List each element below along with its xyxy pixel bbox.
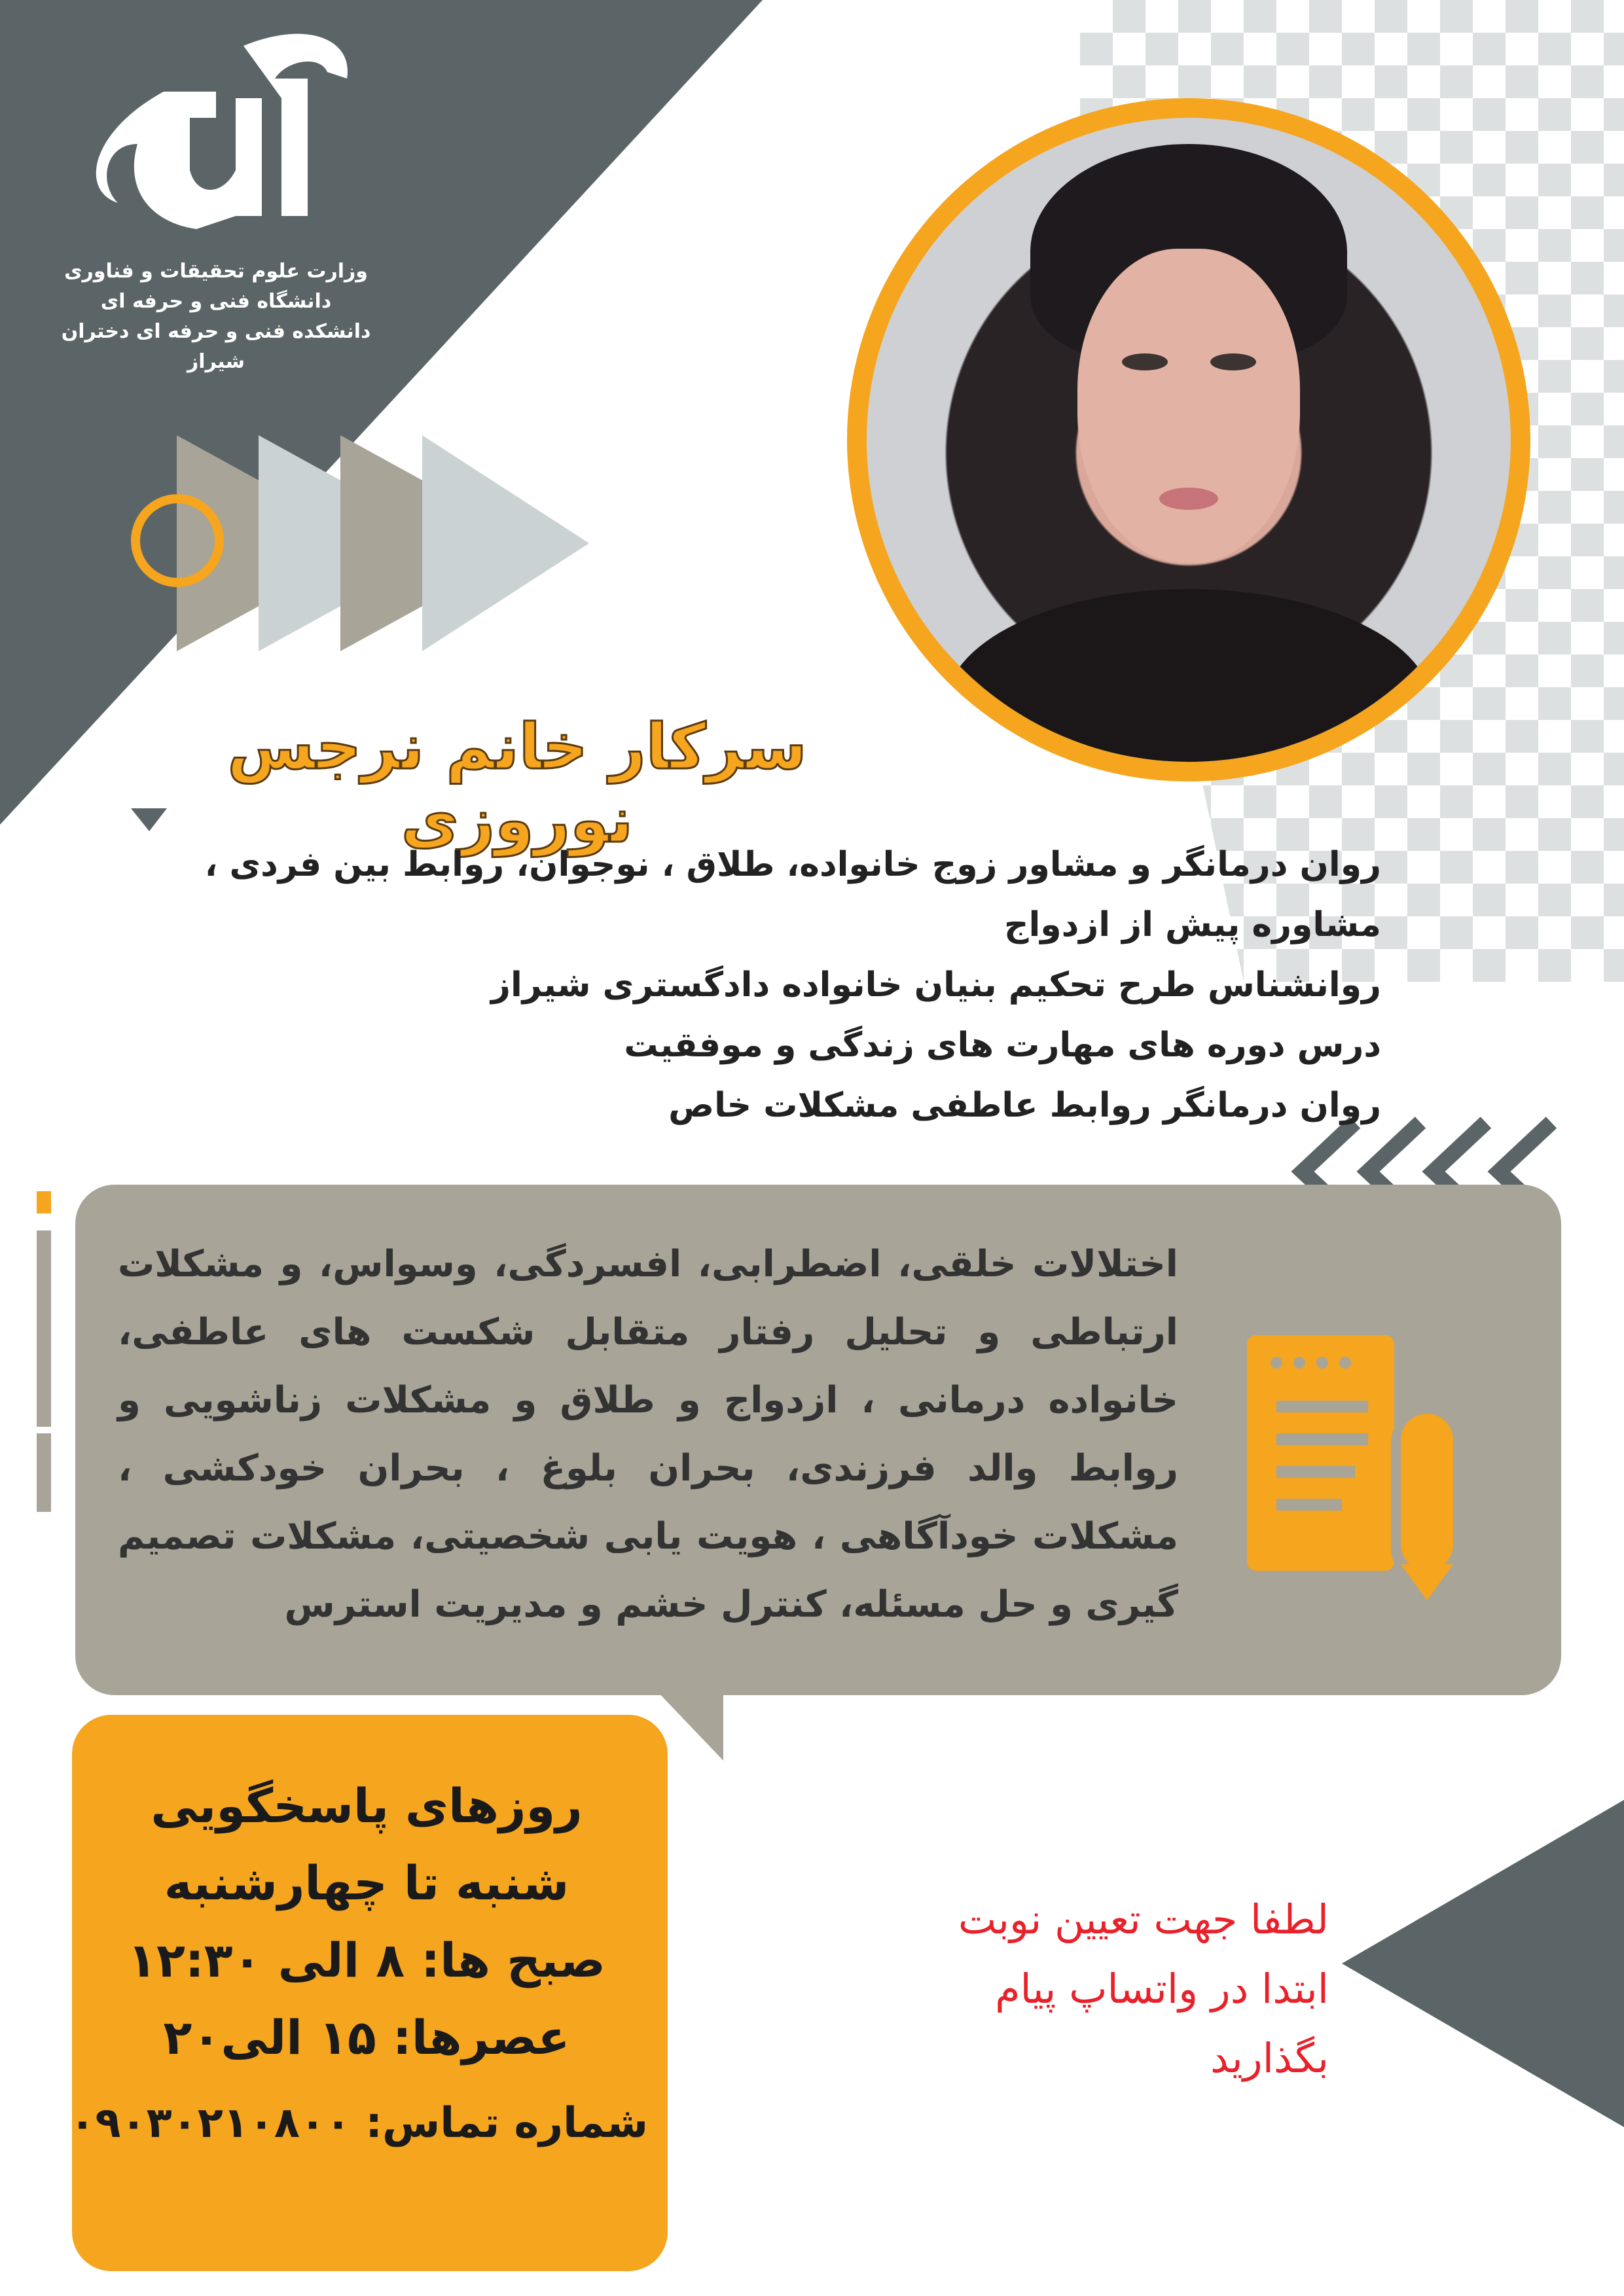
schedule-block [69, 1767, 648, 2156]
schedule-morning: صبح ها: ۸ الی ۱۲:۳۰ [128, 1933, 605, 1988]
qualification-item: روان درمانگر و مشاور زوج خانواده، طلاق ، نوجوان، روابط بین فردی ، [204, 845, 1381, 884]
notice-line: لطفا جهت تعیین نوبت [958, 1895, 1329, 1943]
schedule-title: روزهای پاسخگویی [151, 1778, 583, 1833]
qualification-item: درس دوره های مهارت های زندگی و موفقیت [624, 1026, 1381, 1065]
photo-lips [1159, 488, 1218, 510]
arrow-shape-4 [422, 435, 589, 651]
photo-eye-right [1210, 353, 1256, 370]
qualification-item: روانشناس طرح تحکیم بنیان خانواده دادگستری شیراز [491, 965, 1381, 1005]
qualifications-list [98, 834, 1381, 1136]
photo-face [1077, 249, 1300, 563]
notice-line: بگذارید [1210, 2034, 1329, 2082]
qualification-item: روان درمانگر روابط عاطفی مشکلات خاص [668, 1086, 1381, 1125]
services-text: اختلالات خلقی، اضطرابی، افسردگی، وسواس، و مشکلات ارتباطی و تحلیل رفتار متقابل شکست های عاطفی، خانواده درمانی ، ازدواج و طلاق و مشکلات زناشویی و روابط والد فرزندی، بحران بلوغ ، بحران خودکشی ، مشکلات خودآگاهی ، هویت یابی شخصیتی، مشکلات تصمیم گیری و حل مسئله، کنترل خشم و مدیریت استرس [118, 1243, 1178, 1626]
notice-line: ابتدا در واتساپ پیام [995, 1965, 1329, 2013]
ministry-line-3: دانشکده فنی و حرفه ای دختران شیراز [61, 320, 371, 373]
header-triangle [0, 0, 763, 825]
schedule-days: شنبه تا چهارشنبه [164, 1856, 569, 1910]
qualification-item: مشاوره پیش از ازدواج [1004, 905, 1381, 944]
ministry-header [39, 257, 393, 377]
appointment-notice [831, 1885, 1329, 2093]
contact-phone: شماره تماس: ۰۹۰۳۰۲۱۰۸۰۰ [69, 2099, 648, 2147]
photo-body [945, 589, 1432, 762]
schedule-afternoon: عصرها: ۱۵ الی۲۰ [163, 2010, 570, 2065]
profile-photo [867, 118, 1511, 762]
photo-eye-left [1122, 353, 1168, 370]
profile-name: سرکار خانم نرجس نوروزی [227, 710, 807, 857]
ministry-line-2: دانشگاه فنی و حرفه ای [100, 290, 332, 313]
corner-triangle [1342, 1800, 1624, 2127]
ministry-line-1: وزارت علوم تحقیقات و فناوری [64, 260, 368, 283]
left-tick-marks [37, 1191, 51, 1512]
